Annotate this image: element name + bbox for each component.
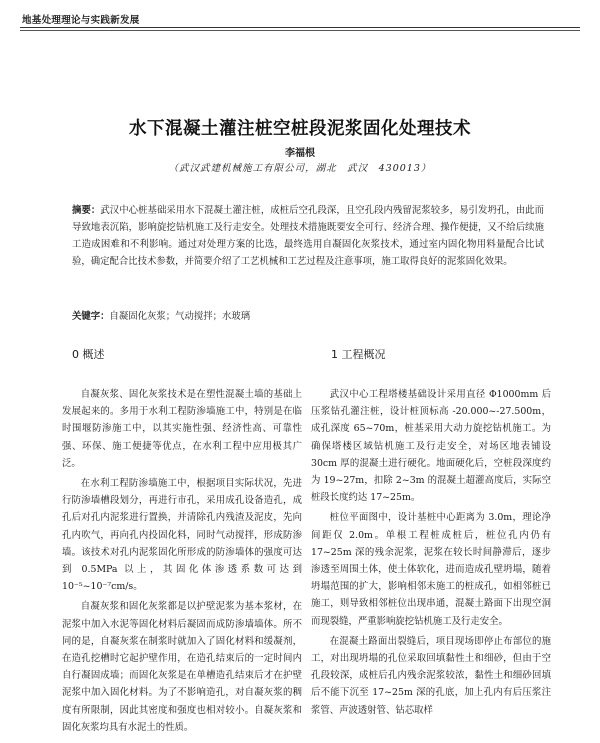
section-heading-project: 1 工程概况 (331, 348, 386, 361)
keywords-label: 关键字： (72, 311, 110, 322)
affiliation: （武汉武建机械施工有限公司，湖北 武汉 430013） (168, 163, 432, 174)
header-rule-thin (20, 30, 580, 31)
paragraph: 桩位平面图中，设计基桩中心距离为 3.0m，理论净间距仅 2.0m。单根工程桩成桩后，桩位孔内仍有 17~25m 深的残余泥浆，泥浆在较长时间静滞后，逐步渗透至周围土体，使土体软化，进而造成孔壁坍塌，随着坍塌范围的扩大，影响相邻未施工的桩成孔，如相邻桩已施工，则导致相邻桩位出现串通，混凝土路面下出现空洞而现裂缝，严重影响旋挖钻机施工及行走安全。 (311, 512, 551, 627)
keywords (72, 309, 544, 325)
header-rule (20, 27, 580, 28)
paragraph: 自凝灰浆、固化灰浆技术是在塑性混凝土墙的基础上发展起来的。多用于水利工程防渗墙施工中，特别是在临时围堰防渗施工中，以其实施性强、经济性高、可靠性强、环保、施工便捷等优点，在水利工程中应用极其广泛。 (62, 389, 302, 469)
abstract-text: 武汉中心桩基础采用水下混凝土灌注桩，成桩后空孔段深，且空孔段内残留泥浆较多，易引发坍孔，由此而导致地表沉陷，影响旋挖钻机施工及行走安全。处理技术措施既要安全可行、经济合理、操作便捷，又不给后续施工造成困难和不利影响。通过对处理方案的比选，最终选用自凝固化灰浆技术，通过室内固化物用料量配合比试验，确定配合比技术参数，并简要介绍了工艺机械和工艺过程及注意事项，施工取得良好的泥浆固化效果。 (72, 205, 544, 267)
paragraph: 武汉中心工程塔楼基础设计采用直径 Φ1000mm 后压浆钻孔灌注桩，设计桩顶标高 -20.000~-27.500m，成孔深度 65~70m，桩基采用大动力旋挖钻机施工。为确保塔楼区域钻机施工及行走安全，对场区地表铺设 30cm 厚的混凝土进行硬化。地面硬化后，空桩段深度约为 19~27m，扣除 2~3m 的混凝土超灌高度后，实际空桩段长度约达 17~25m。 (311, 389, 551, 504)
section-heading-overview: 0 概述 (72, 348, 105, 361)
paragraph: 在水利工程防渗墙施工中，根据项目实际状况，先进行防渗墙槽段划分，再进行市孔，采用成孔设备造孔，成孔后对孔内泥浆进行置换，并清除孔内残渣及泥皮，先向孔内吹气，再向孔内投固化料，同时气动搅拌，形成防渗墙。该技术对孔内泥浆固化所形成的防渗墙体的强度可达到 0.5MPa 以上，其固化体渗透系数可达到 10⁻⁵~10⁻⁷cm/s。 (62, 478, 302, 593)
keywords-text: 自凝固化灰浆；气动搅拌；水玻璃 (109, 311, 251, 322)
abstract-label: 摘要： (72, 205, 101, 216)
author: 李福根 (285, 148, 315, 159)
left-column (62, 346, 302, 739)
right-column (311, 346, 551, 722)
paragraph: 自凝灰浆和固化灰浆都是以护壁泥浆为基本浆材，在泥浆中加入水泥等固化材料后凝固而成防渗墙墙体。所不同的是，自凝灰浆在制浆时就加入了固化材料和缓凝剂，在造孔挖槽时它起护壁作用，在造孔结束后的一定时间内自行凝固成墙；而固化灰浆是在单槽造孔结束后才在护壁泥浆中加入固化材料。为了不影响造孔，对自凝灰浆的稠度有所限制，因此其密度和强度也相对较小。自凝灰浆和固化灰浆均具有水泥土的性质。 (62, 601, 302, 733)
abstract (72, 202, 544, 270)
article-title: 水下混凝土灌注桩空桩段泥浆固化处理技术 (129, 119, 471, 139)
running-header: 地基处理理论与实践新发展 (22, 15, 140, 26)
paragraph: 在混凝土路面出裂缝后，项目现场即停止布部位的施工，对出现坍塌的孔位采取回填黏性土和细砂，但由于空孔段较深，成桩后孔内残余泥浆较浓，黏性土和细砂回填后不能下沉至 17~25m 深的孔底，加上孔内有后压浆注浆管、声波透射管、钻芯取样 (311, 635, 551, 716)
